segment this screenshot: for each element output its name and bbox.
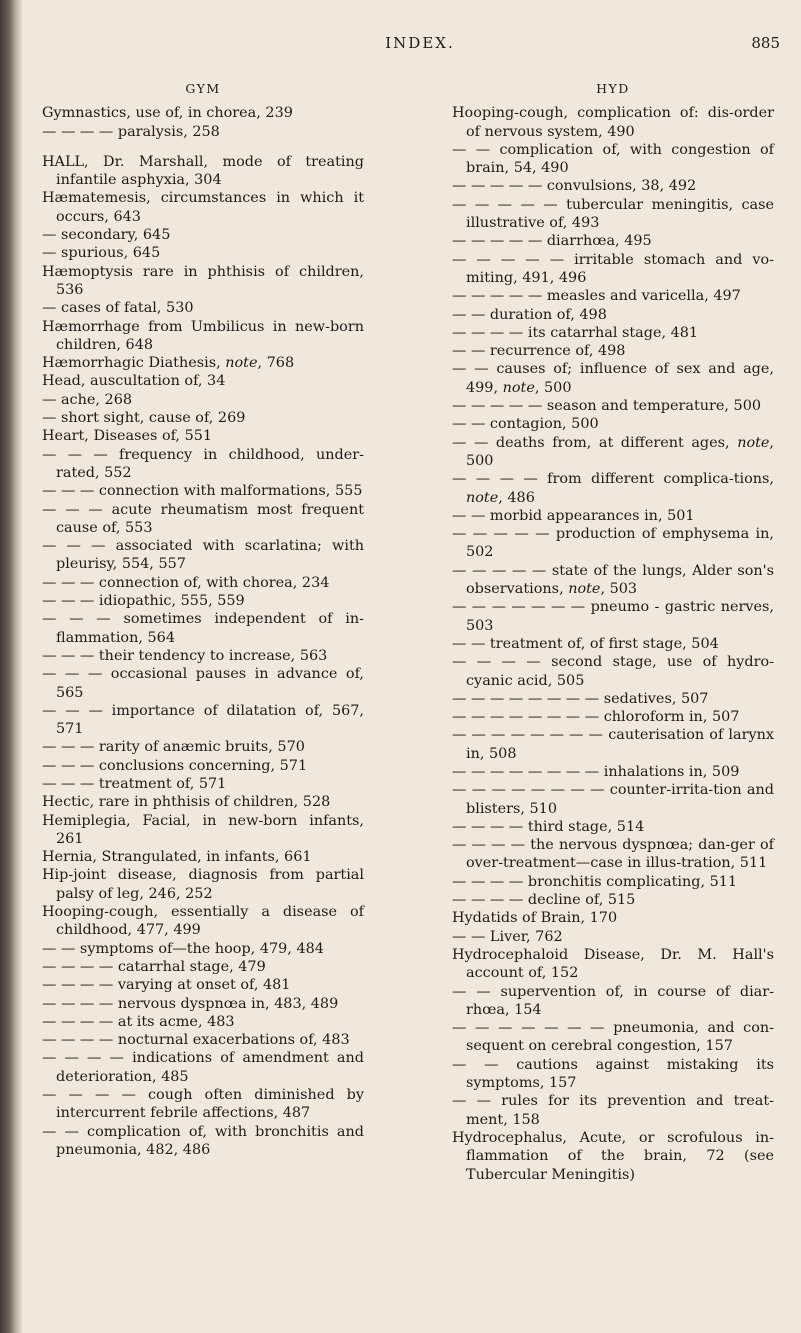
index-entry: — — — — bronchitis complicating, 511 — [452, 873, 738, 890]
index-entry: — — — sometimes independent of in-flammation, 564 — [42, 611, 364, 646]
index-entry: — — — — — irritable stomach and vo-miting, 491, 496 — [452, 251, 774, 286]
index-entry: — ache, 268 — [42, 391, 133, 408]
left-column-heading: GYM — [185, 81, 221, 96]
index-entry: — — — idiopathic, 555, 559 — [42, 593, 245, 610]
index-entry: — secondary, 645 — [42, 227, 171, 244]
index-entry: — — — — third stage, 514 — [452, 818, 645, 835]
index-entry: — — — — — state of the lungs, Alder son's observations, note, 503 — [452, 562, 774, 598]
index-entry: Head, auscultation of, 34 — [42, 373, 226, 390]
index-entry: — — — acute rheumatism most frequent cause of, 553 — [42, 501, 364, 536]
index-entry: — — deaths from, at different ages, note, 500 — [452, 434, 774, 469]
index-entry: — — duration of, 498 — [452, 306, 607, 323]
right-column — [452, 80, 774, 1184]
index-entry: — — — — catarrhal stage, 479 — [42, 958, 266, 975]
index-entry: HALL, Dr. Marshall, mode of treating infantile asphyxia, 304 — [42, 153, 364, 189]
index-entry: Hæmorrhagic Diathesis, note, 768 — [42, 355, 295, 372]
index-entry: — — — — nervous dyspnœa in, 483, 489 — [42, 995, 339, 1012]
running-head — [60, 34, 780, 58]
index-entry: Hernia, Strangulated, in infants, 661 — [42, 849, 312, 866]
index-entry: Hooping-cough, essentially a disease of childhood, 477, 499 — [42, 904, 364, 939]
index-entry: Gymnastics, use of, in chorea, 239 — [42, 105, 293, 122]
index-entry: — spurious, 645 — [42, 245, 161, 262]
index-entry: — — Liver, 762 — [452, 928, 563, 945]
right-entry-list — [452, 104, 774, 1184]
index-entry: — — — — cough often diminished by intercurrent febrile affections, 487 — [42, 1087, 364, 1122]
index-entry: — — — their tendency to increase, 563 — [42, 647, 328, 664]
index-entry: — — — — paralysis, 258 — [42, 123, 220, 140]
index-entry: — — — — — production of emphysema in, 502 — [452, 526, 774, 561]
index-entry: — — — — — — — — sedatives, 507 — [452, 690, 709, 707]
index-entry: — — supervention of, in course of diar-rhœa, 154 — [452, 983, 774, 1018]
index-entry: — — cautions against mistaking its symptoms, 157 — [452, 1056, 774, 1092]
index-entry: — — — — decline of, 515 — [452, 892, 636, 909]
index-entry: — — — connection of, with chorea, 234 — [42, 574, 330, 591]
index-entry: — — — — at its acme, 483 — [42, 1013, 235, 1030]
index-entry: — — — — — — — — chloroform in, 507 — [452, 709, 740, 726]
book-binding-shadow — [0, 0, 22, 1333]
index-entry: — — — importance of dilatation of, 567, 571 — [42, 702, 364, 738]
index-entry: Hemiplegia, Facial, in new-born infants, 261 — [42, 812, 364, 847]
index-entry: — — — — — convulsions, 38, 492 — [452, 178, 697, 195]
index-entry: — — — — — diarrhœa, 495 — [452, 233, 652, 250]
index-entry: — — — — from different complica-tions, note, 486 — [452, 471, 774, 506]
index-entry: — — — — — measles and varicella, 497 — [452, 288, 741, 305]
index-entry: Hydrocephalus, Acute, or scrofulous in-flammation of the brain, 72 (see Tubercular Meningitis) — [452, 1129, 774, 1183]
index-entry: — — — — — — — — counter-irrita-tion and blisters, 510 — [452, 782, 774, 817]
index-entry: — — — — the nervous dyspnœa; dan-ger of over-treatment—case in illus-tration, 511 — [452, 837, 774, 872]
left-column — [42, 80, 364, 1159]
index-entry: — — — — second stage, use of hydro-cyanic acid, 505 — [452, 654, 774, 689]
index-entry: — — — — — season and temperature, 500 — [452, 398, 762, 415]
index-entry: — — — conclusions concerning, 571 — [42, 757, 308, 774]
index-entry: — — — frequency in childhood, under-rated, 552 — [42, 446, 364, 481]
index-entry: — — morbid appearances in, 501 — [452, 507, 695, 524]
index-entry: — — — rarity of anæmic bruits, 570 — [42, 739, 305, 756]
right-column-heading: HYD — [596, 81, 630, 96]
index-entry: — — — occasional pauses in advance of, 565 — [42, 666, 364, 701]
index-entry: — — — — nocturnal exacerbations of, 483 — [42, 1032, 350, 1049]
page-title: INDEX. — [385, 34, 455, 52]
index-entry: — — — connection with malformations, 555 — [42, 483, 363, 500]
index-entry: Hæmoptysis rare in phthisis of children, 536 — [42, 263, 364, 298]
index-entry: — — — — — — — — inhalations in, 509 — [452, 763, 740, 780]
index-entry: Hectic, rare in phthisis of children, 528 — [42, 794, 331, 811]
index-entry: Hydrocephaloid Disease, Dr. M. Hall's account of, 152 — [452, 946, 774, 982]
index-entry: — — recurrence of, 498 — [452, 343, 626, 360]
index-entry: — — — — — — — pneumonia, and con-sequent on cerebral congestion, 157 — [452, 1020, 774, 1055]
index-entry: Hæmatemesis, circumstances in which it occurs, 643 — [42, 190, 364, 225]
index-entry: — short sight, cause of, 269 — [42, 410, 246, 427]
index-entry: — cases of fatal, 530 — [42, 300, 194, 317]
index-entry: — — — — its catarrhal stage, 481 — [452, 324, 699, 341]
index-entry: — — contagion, 500 — [452, 416, 599, 433]
index-entry: Hooping-cough, complication of: dis-order of nervous system, 490 — [452, 105, 774, 140]
index-entry: Hip-joint disease, diagnosis from partial palsy of leg, 246, 252 — [42, 867, 364, 902]
left-entry-list — [42, 104, 364, 1159]
index-entry: — — — — — — — pneumo - gastric nerves, 503 — [452, 599, 774, 634]
index-entry: — — — treatment of, 571 — [42, 775, 227, 792]
index-entry: — — — — — — — — cauterisation of larynx in, 508 — [452, 727, 774, 762]
index-entry: — — treatment of, of first stage, 504 — [452, 635, 719, 652]
index-entry: — — — — — tubercular meningitis, case illustrative of, 493 — [452, 196, 774, 232]
index-entry: — — — — varying at onset of, 481 — [42, 977, 291, 994]
index-entry: — — rules for its prevention and treat-ment, 158 — [452, 1093, 774, 1128]
index-entry: — — complication of, with bronchitis and pneumonia, 482, 486 — [42, 1123, 364, 1158]
page-number: 885 — [751, 34, 780, 52]
index-entry: Hæmorrhage from Umbilicus in new-born children, 648 — [42, 318, 364, 353]
index-entry: — — — associated with scarlatina; with pleurisy, 554, 557 — [42, 538, 364, 573]
index-entry: — — causes of; influence of sex and age, 499, note, 500 — [452, 361, 774, 396]
index-entry: Heart, Diseases of, 551 — [42, 428, 213, 445]
index-entry: Hydatids of Brain, 170 — [452, 910, 618, 927]
index-entry: — — — — indications of amendment and deterioration, 485 — [42, 1050, 364, 1085]
index-entry: — — symptoms of—the hoop, 479, 484 — [42, 940, 324, 957]
index-entry: — — complication of, with congestion of brain, 54, 490 — [452, 141, 774, 177]
